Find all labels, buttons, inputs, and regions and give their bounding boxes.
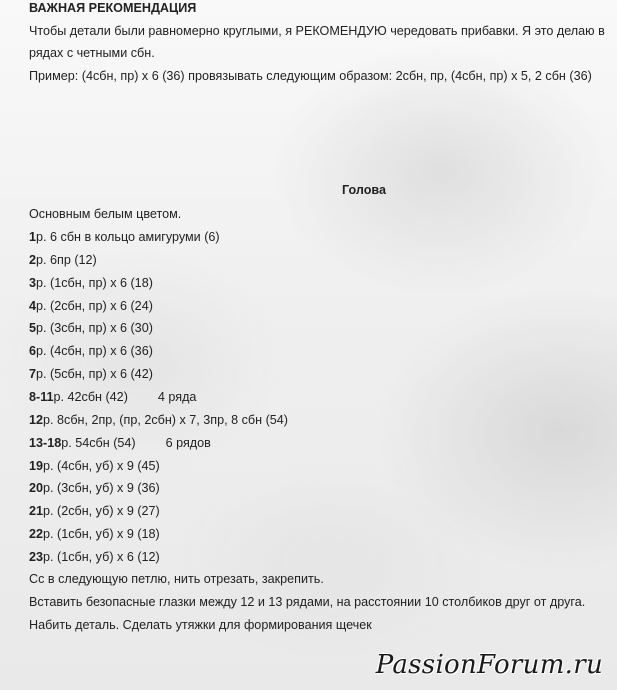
row-instruction: р. (1сбн, уб) х 9 (18) <box>43 527 160 542</box>
row-instruction: р. (2сбн, пр) х 6 (24) <box>36 298 153 313</box>
row-number: 12 <box>29 412 44 427</box>
head-outro-stuff: Набить деталь. Сделать утяжки для формирования щечек <box>29 618 372 632</box>
row-instruction: р. 6пр (12) <box>36 252 97 267</box>
row-line <box>29 435 211 451</box>
row-number: 22 <box>29 527 44 542</box>
row-instruction: р. (2сбн, уб) х 9 (27) <box>43 504 160 519</box>
row-number: 2 <box>29 252 37 267</box>
row-instruction: р. (4сбн, пр) х 6 (36) <box>36 344 153 359</box>
row-instruction: р. (5сбн, пр) х 6 (42) <box>36 367 153 382</box>
row-line <box>29 320 153 336</box>
row-instruction: р. 8сбн, 2пр, (пр, 2сбн) х 7, 3пр, 8 сбн (54) <box>43 412 288 427</box>
row-line <box>29 275 153 291</box>
row-instruction: р. (3сбн, пр) х 6 (30) <box>36 321 153 336</box>
row-instruction: р. (3сбн, уб) х 9 (36) <box>43 481 160 496</box>
row-number: 1 <box>29 230 37 244</box>
row-number: 13-18 <box>29 435 62 450</box>
row-instruction: р. 42сбн (42) <box>53 389 128 404</box>
row-line <box>29 366 153 382</box>
row-instruction: р. (1сбн, пр) х 6 (18) <box>36 275 153 290</box>
row-instruction: р. 54сбн (54) <box>61 435 136 450</box>
row-instruction: р. (4сбн, уб) х 9 (45) <box>43 458 160 473</box>
row-number: 20 <box>29 481 44 496</box>
head-intro: Основным белым цветом. <box>29 207 182 221</box>
row-number: 19 <box>29 458 44 473</box>
head-section-title: Голова <box>342 183 386 197</box>
row-instruction: р. (1сбн, уб) х 6 (12) <box>43 549 160 564</box>
notice-text-line1: Чтобы детали были равномерно круглыми, я РЕКОМЕНДУЮ чередовать прибавки. Я это делаю в <box>29 24 605 38</box>
notice-title: ВАЖНАЯ РЕКОМЕНДАЦИЯ <box>29 1 197 15</box>
row-line <box>29 229 220 245</box>
row-line <box>29 503 160 519</box>
row-line <box>29 412 288 428</box>
row-note: 6 рядов <box>165 435 211 450</box>
row-line <box>29 458 160 474</box>
row-number: 5 <box>29 321 37 336</box>
row-number: 6 <box>29 344 37 359</box>
row-number: 7 <box>29 367 37 382</box>
row-number: 8-11 <box>29 389 54 404</box>
row-number: 4 <box>29 298 37 313</box>
row-number: 3 <box>29 275 37 290</box>
head-outro-eyes: Вставить безопасные глазки между 12 и 13 рядами, на расстоянии 10 столбиков друг от друга. <box>29 595 586 609</box>
row-line <box>29 549 160 565</box>
row-number: 21 <box>29 504 44 519</box>
watermark-logo: PassionForum.ru <box>375 650 603 680</box>
row-line <box>29 526 160 542</box>
row-number: 23 <box>29 549 44 564</box>
row-line <box>29 480 160 496</box>
notice-text-line2: рядах с четными сбн. <box>29 46 155 60</box>
head-outro-fasten: Сс в следующую петлю, нить отрезать, закрепить. <box>29 572 324 586</box>
row-line <box>29 343 153 359</box>
row-instruction: р. 6 сбн в кольцо амигуруми (6) <box>36 230 220 244</box>
row-line <box>29 252 97 268</box>
row-note: 4 ряда <box>157 389 197 404</box>
notice-example: Пример: (4сбн, пр) х 6 (36) провязывать следующим образом: 2сбн, пр, (4сбн, пр) х 5, 2 сбн (36) <box>29 69 592 83</box>
row-line <box>29 389 196 405</box>
row-line <box>29 298 153 314</box>
